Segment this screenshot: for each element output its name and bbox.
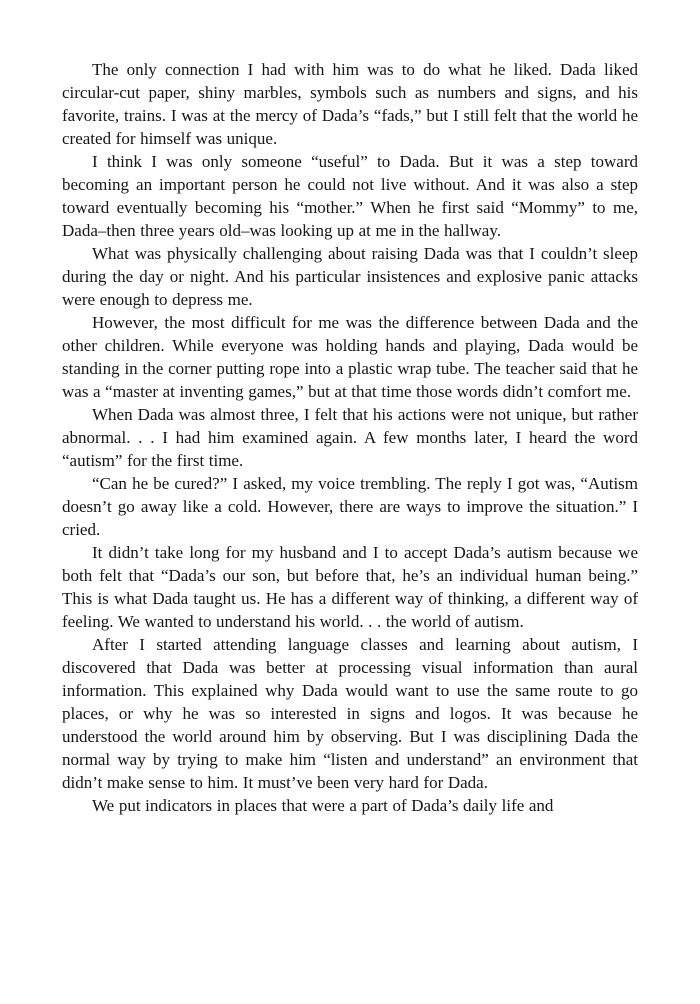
paragraph: The only connection I had with him was to do what he liked. Dada liked circular-cut paper, shiny marbles, symbols such as numbers and signs, and his favorite, trains. I was at the mercy of Dada’s “fads,” but I still felt that the world he created for himself was unique. [62,60,638,148]
body-text [62,58,638,817]
paragraph: When Dada was almost three, I felt that his actions were not unique, but rather abnormal. . . I had him examined again. A few months later, I heard the word “autism” for the first time. [62,405,638,470]
paragraph: It didn’t take long for my husband and I to accept Dada’s autism because we both felt that “Dada’s our son, but before that, he’s an individual human being.” This is what Dada taught us. He has a different way of thinking, a different way of feeling. We wanted to understand his world. . . the world of autism. [62,543,638,631]
paragraph: What was physically challenging about raising Dada was that I couldn’t sleep during the day or night. And his particular insistences and explosive panic attacks were enough to depress me. [62,244,638,309]
paragraph: We put indicators in places that were a part of Dada’s daily life and [92,796,554,815]
paragraph: However, the most difficult for me was the difference between Dada and the other children. While everyone was holding hands and playing, Dada would be standing in the corner putting rope into a plastic wrap tube. The teacher said that he was a “master at inventing games,” but at that time those words didn’t comfort me. [62,313,638,401]
paragraph: “Can he be cured?” I asked, my voice trembling. The reply I got was, “Autism doesn’t go away like a cold. However, there are ways to improve the situation.” I cried. [62,474,638,539]
paragraph: After I started attending language classes and learning about autism, I discovered that Dada was better at processing visual information than aural information. This explained why Dada would want to use the same route to go places, or why he was so interested in signs and logos. It was because he understood the world around him by observing. But I was disciplining Dada the normal way by trying to make him “listen and understand” an environment that didn’t make sense to him. It must’ve been very hard for Dada. [62,635,638,792]
paragraph: I think I was only someone “useful” to Dada. But it was a step toward becoming an important person he could not live without. And it was also a step toward eventually becoming his “mother.” When he first said “Mommy” to me, Dada–then three years old–was looking up at me in the hallway. [62,152,638,240]
